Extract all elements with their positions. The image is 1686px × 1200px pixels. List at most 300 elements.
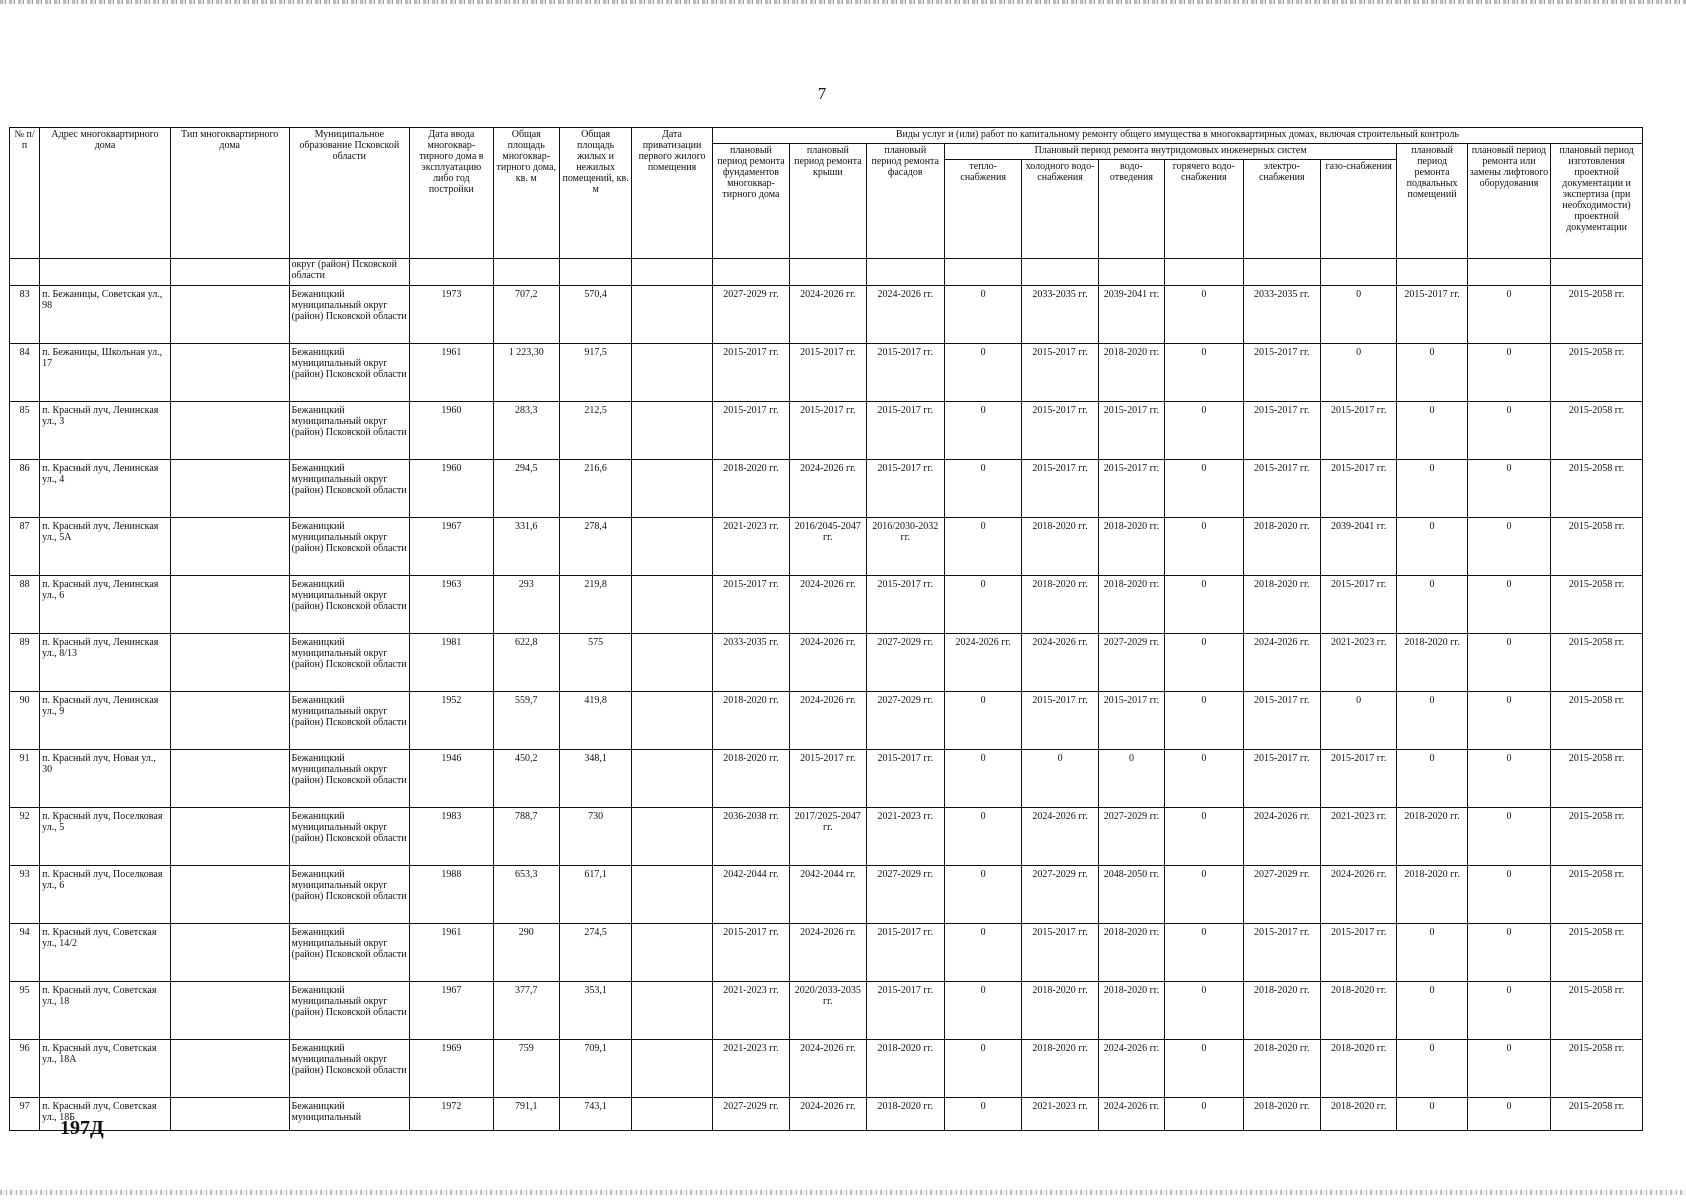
row-electric: 2018-2020 гг. [1243, 576, 1320, 634]
row-elevator: 0 [1467, 808, 1550, 866]
table-body [10, 259, 1643, 1131]
row-number: 93 [10, 866, 40, 924]
table-row [10, 924, 1643, 982]
row-living-area: 743,1 [559, 1098, 631, 1131]
row-municipality: Бежаницкий муниципальный округ (район) Псковской области [289, 866, 410, 924]
row-roof: 2020/2033-2035 гг. [790, 982, 866, 1040]
row-living-area: 570,4 [559, 286, 631, 344]
row-electric: 2018-2020 гг. [1243, 518, 1320, 576]
row-electric: 2024-2026 гг. [1243, 808, 1320, 866]
row-number: 84 [10, 344, 40, 402]
row-sewer: 2018-2020 гг. [1098, 344, 1164, 402]
row-heat: 0 [944, 402, 1021, 460]
row-elevator: 0 [1467, 1098, 1550, 1131]
row-year: 1969 [410, 1040, 493, 1098]
row-type [170, 1098, 289, 1131]
row-municipality: Бежаницкий муниципальный округ (район) Псковской области [289, 634, 410, 692]
header-num: № п/п [10, 128, 40, 259]
row-gas: 2018-2020 гг. [1320, 1040, 1396, 1098]
row-facade: 2015-2017 гг. [866, 576, 944, 634]
row-municipality: Бежаницкий муниципальный округ (район) Псковской области [289, 576, 410, 634]
row-hot-water: 0 [1165, 344, 1243, 402]
row-elevator: 0 [1467, 344, 1550, 402]
row-hot-water: 0 [1165, 808, 1243, 866]
row-elevator: 0 [1467, 576, 1550, 634]
table-row [10, 576, 1643, 634]
row-electric: 2015-2017 гг. [1243, 750, 1320, 808]
row-number: 95 [10, 982, 40, 1040]
row-facade: 2015-2017 гг. [866, 982, 944, 1040]
header-year: Дата ввода многоквар-тирного дома в эксплуатацию либо год постройки [410, 128, 493, 259]
table-row [10, 402, 1643, 460]
row-roof: 2017/2025-2047 гг. [790, 808, 866, 866]
row-heat: 0 [944, 286, 1021, 344]
row-address: п. Красный луч, Поселковая ул., 5 [40, 808, 171, 866]
table-row [10, 808, 1643, 866]
row-address: п. Красный луч, Ленинская ул., 9 [40, 692, 171, 750]
row-gas: 0 [1320, 692, 1396, 750]
row-gas: 2015-2017 гг. [1320, 576, 1396, 634]
row-heat: 0 [944, 750, 1021, 808]
row-total-area: 283,3 [493, 402, 559, 460]
row-privatization [632, 1040, 712, 1098]
row-gas: 2024-2026 гг. [1320, 866, 1396, 924]
row-privatization [632, 634, 712, 692]
row-total-area: 653,3 [493, 866, 559, 924]
row-facade: 2015-2017 гг. [866, 750, 944, 808]
row-heat: 0 [944, 1098, 1021, 1131]
row-address: п. Красный луч, Ленинская ул., 6 [40, 576, 171, 634]
row-total-area: 290 [493, 924, 559, 982]
row-total-area: 759 [493, 1040, 559, 1098]
row-facade: 2015-2017 гг. [866, 344, 944, 402]
row-heat: 0 [944, 1040, 1021, 1098]
row-municipality: Бежаницкий муниципальный округ (район) Псковской области [289, 286, 410, 344]
row-cold-water: 2024-2026 гг. [1022, 808, 1098, 866]
row-foundation: 2036-2038 гг. [712, 808, 789, 866]
row-hot-water: 0 [1165, 982, 1243, 1040]
row-sewer: 2018-2020 гг. [1098, 924, 1164, 982]
continuation-row [10, 259, 1643, 286]
table-row [10, 344, 1643, 402]
row-sewer: 2018-2020 гг. [1098, 576, 1164, 634]
row-cold-water: 2015-2017 гг. [1022, 344, 1098, 402]
row-total-area: 377,7 [493, 982, 559, 1040]
row-heat: 0 [944, 808, 1021, 866]
row-hot-water: 0 [1165, 286, 1243, 344]
row-number: 97 [10, 1098, 40, 1131]
row-facade: 2018-2020 гг. [866, 1098, 944, 1131]
row-elevator: 0 [1467, 634, 1550, 692]
row-basement: 0 [1397, 692, 1467, 750]
row-gas: 2015-2017 гг. [1320, 402, 1396, 460]
row-elevator: 0 [1467, 402, 1550, 460]
row-year: 1988 [410, 866, 493, 924]
row-hot-water: 0 [1165, 634, 1243, 692]
row-hot-water: 0 [1165, 692, 1243, 750]
row-foundation: 2027-2029 гг. [712, 286, 789, 344]
row-gas: 2021-2023 гг. [1320, 634, 1396, 692]
row-heat: 0 [944, 460, 1021, 518]
row-total-area: 294,5 [493, 460, 559, 518]
header-roof: плановый период ремонта крыши [790, 144, 866, 259]
row-roof: 2024-2026 гг. [790, 286, 866, 344]
row-municipality: Бежаницкий муниципальный округ (район) Псковской области [289, 982, 410, 1040]
table-row [10, 750, 1643, 808]
row-basement: 2018-2020 гг. [1397, 808, 1467, 866]
row-address: п. Бежаницы, Школьная ул., 17 [40, 344, 171, 402]
row-number: 83 [10, 286, 40, 344]
table-row [10, 518, 1643, 576]
row-type [170, 402, 289, 460]
row-gas: 2021-2023 гг. [1320, 808, 1396, 866]
row-address: п. Красный луч, Ленинская ул., 8/13 [40, 634, 171, 692]
table-row [10, 866, 1643, 924]
row-municipality: Бежаницкий муниципальный округ (район) Псковской области [289, 692, 410, 750]
header-facade: плановый период ремонта фасадов [866, 144, 944, 259]
row-municipality: Бежаницкий муниципальный округ (район) Псковской области [289, 924, 410, 982]
repair-schedule-table [9, 127, 1643, 1131]
header-sewer: водо-отведения [1098, 160, 1164, 259]
row-type [170, 924, 289, 982]
row-municipality: Бежаницкий муниципальный округ (район) Псковской области [289, 402, 410, 460]
row-design-docs: 2015-2058 гг. [1551, 924, 1643, 982]
row-hot-water: 0 [1165, 1098, 1243, 1131]
row-number: 89 [10, 634, 40, 692]
row-municipality: Бежаницкий муниципальный округ (район) Псковской области [289, 344, 410, 402]
row-elevator: 0 [1467, 286, 1550, 344]
row-elevator: 0 [1467, 460, 1550, 518]
header-living-area: Общая площадь жилых и нежилых помещений, кв. м [559, 128, 631, 259]
row-number: 90 [10, 692, 40, 750]
row-foundation: 2033-2035 гг. [712, 634, 789, 692]
row-address: п. Красный луч, Ленинская ул., 3 [40, 402, 171, 460]
row-basement: 0 [1397, 1040, 1467, 1098]
row-basement: 0 [1397, 750, 1467, 808]
row-foundation: 2015-2017 гг. [712, 576, 789, 634]
row-year: 1973 [410, 286, 493, 344]
row-electric: 2015-2017 гг. [1243, 402, 1320, 460]
row-cold-water: 2018-2020 гг. [1022, 982, 1098, 1040]
row-cold-water: 2024-2026 гг. [1022, 634, 1098, 692]
row-year: 1961 [410, 344, 493, 402]
row-privatization [632, 460, 712, 518]
row-elevator: 0 [1467, 750, 1550, 808]
row-heat: 2024-2026 гг. [944, 634, 1021, 692]
row-address: п. Красный луч, Новая ул., 30 [40, 750, 171, 808]
row-address: п. Красный луч, Ленинская ул., 5А [40, 518, 171, 576]
row-roof: 2024-2026 гг. [790, 460, 866, 518]
row-year: 1967 [410, 982, 493, 1040]
row-number: 86 [10, 460, 40, 518]
row-facade: 2027-2029 гг. [866, 866, 944, 924]
row-gas: 2039-2041 гг. [1320, 518, 1396, 576]
row-year: 1983 [410, 808, 493, 866]
row-privatization [632, 286, 712, 344]
row-hot-water: 0 [1165, 866, 1243, 924]
table-row [10, 286, 1643, 344]
row-roof: 2015-2017 гг. [790, 750, 866, 808]
row-roof: 2042-2044 гг. [790, 866, 866, 924]
row-address: п. Красный луч, Советская ул., 18 [40, 982, 171, 1040]
row-municipality: Бежаницкий муниципальный округ (район) Псковской области [289, 518, 410, 576]
row-privatization [632, 808, 712, 866]
row-sewer: 2027-2029 гг. [1098, 808, 1164, 866]
row-privatization [632, 692, 712, 750]
row-gas: 2015-2017 гг. [1320, 924, 1396, 982]
row-foundation: 2015-2017 гг. [712, 344, 789, 402]
row-living-area: 617,1 [559, 866, 631, 924]
row-total-area: 450,2 [493, 750, 559, 808]
row-design-docs: 2015-2058 гг. [1551, 692, 1643, 750]
row-gas: 2015-2017 гг. [1320, 460, 1396, 518]
row-basement: 0 [1397, 1098, 1467, 1131]
row-basement: 0 [1397, 924, 1467, 982]
row-year: 1961 [410, 924, 493, 982]
row-type [170, 460, 289, 518]
row-heat: 0 [944, 866, 1021, 924]
header-privatization: Дата приватизации первого жилого помещения [632, 128, 712, 259]
row-type [170, 808, 289, 866]
header-gas: газо-снабжения [1320, 160, 1396, 259]
row-privatization [632, 402, 712, 460]
row-facade: 2027-2029 гг. [866, 634, 944, 692]
header-heat: тепло-снабжения [944, 160, 1021, 259]
header-type: Тип многоквартирного дома [170, 128, 289, 259]
row-facade: 2027-2029 гг. [866, 692, 944, 750]
row-basement: 0 [1397, 982, 1467, 1040]
row-hot-water: 0 [1165, 402, 1243, 460]
row-sewer: 2015-2017 гг. [1098, 402, 1164, 460]
row-year: 1981 [410, 634, 493, 692]
row-foundation: 2021-2023 гг. [712, 1040, 789, 1098]
row-foundation: 2018-2020 гг. [712, 750, 789, 808]
row-year: 1952 [410, 692, 493, 750]
row-foundation: 2042-2044 гг. [712, 866, 789, 924]
row-cold-water: 2018-2020 гг. [1022, 1040, 1098, 1098]
row-roof: 2024-2026 гг. [790, 634, 866, 692]
row-elevator: 0 [1467, 866, 1550, 924]
row-type [170, 286, 289, 344]
row-type [170, 576, 289, 634]
row-address: п. Красный луч, Поселковая ул., 6 [40, 866, 171, 924]
table-row [10, 460, 1643, 518]
row-facade: 2024-2026 гг. [866, 286, 944, 344]
row-foundation: 2015-2017 гг. [712, 924, 789, 982]
row-number: 94 [10, 924, 40, 982]
row-living-area: 709,1 [559, 1040, 631, 1098]
row-roof: 2024-2026 гг. [790, 576, 866, 634]
table-row [10, 982, 1643, 1040]
row-year: 1960 [410, 460, 493, 518]
row-basement: 2018-2020 гг. [1397, 866, 1467, 924]
row-type [170, 982, 289, 1040]
row-roof: 2015-2017 гг. [790, 402, 866, 460]
row-basement: 2015-2017 гг. [1397, 286, 1467, 344]
row-hot-water: 0 [1165, 518, 1243, 576]
row-basement: 2018-2020 гг. [1397, 634, 1467, 692]
row-privatization [632, 750, 712, 808]
row-foundation: 2027-2029 гг. [712, 1098, 789, 1131]
row-gas: 0 [1320, 286, 1396, 344]
row-facade: 2015-2017 гг. [866, 460, 944, 518]
row-year: 1960 [410, 402, 493, 460]
header-engineering-group: Плановый период ремонта внутридомовых инженерных систем [944, 144, 1396, 160]
row-type [170, 692, 289, 750]
row-sewer: 2039-2041 гг. [1098, 286, 1164, 344]
row-design-docs: 2015-2058 гг. [1551, 982, 1643, 1040]
row-cold-water: 2015-2017 гг. [1022, 402, 1098, 460]
header-cold-water: холодного водо-снабжения [1022, 160, 1098, 259]
row-living-area: 730 [559, 808, 631, 866]
row-design-docs: 2015-2058 гг. [1551, 344, 1643, 402]
row-roof: 2016/2045-2047 гг. [790, 518, 866, 576]
row-cold-water: 2033-2035 гг. [1022, 286, 1098, 344]
table-row [10, 1040, 1643, 1098]
row-basement: 0 [1397, 344, 1467, 402]
row-municipality: Бежаницкий муниципальный округ (район) Псковской области [289, 460, 410, 518]
row-elevator: 0 [1467, 1040, 1550, 1098]
row-design-docs: 2015-2058 гг. [1551, 808, 1643, 866]
row-municipality: Бежаницкий муниципальный округ (район) Псковской области [289, 750, 410, 808]
header-design-docs: плановый период изготовления проектной документации и экспертиза (при необходимости) проектной документации [1551, 144, 1643, 259]
row-type [170, 866, 289, 924]
row-roof: 2024-2026 гг. [790, 692, 866, 750]
row-sewer: 0 [1098, 750, 1164, 808]
row-type [170, 750, 289, 808]
row-design-docs: 2015-2058 гг. [1551, 866, 1643, 924]
row-design-docs: 2015-2058 гг. [1551, 1040, 1643, 1098]
header-electric: электро-снабжения [1243, 160, 1320, 259]
row-facade: 2015-2017 гг. [866, 924, 944, 982]
document-code: 197Д [60, 1117, 104, 1139]
row-sewer: 2027-2029 гг. [1098, 634, 1164, 692]
row-living-area: 274,5 [559, 924, 631, 982]
row-total-area: 293 [493, 576, 559, 634]
row-heat: 0 [944, 982, 1021, 1040]
row-roof: 2015-2017 гг. [790, 344, 866, 402]
row-basement: 0 [1397, 402, 1467, 460]
row-electric: 2018-2020 гг. [1243, 982, 1320, 1040]
row-roof: 2024-2026 гг. [790, 1040, 866, 1098]
header-basement: плановый период ремонта подвальных помещений [1397, 144, 1467, 259]
row-electric: 2015-2017 гг. [1243, 692, 1320, 750]
row-design-docs: 2015-2058 гг. [1551, 286, 1643, 344]
row-sewer: 2018-2020 гг. [1098, 518, 1164, 576]
header-hot-water: горячего водо-снабжения [1165, 160, 1243, 259]
row-total-area: 622,8 [493, 634, 559, 692]
row-cold-water: 2015-2017 гг. [1022, 460, 1098, 518]
continuation-municipality: округ (район) Псковской области [289, 259, 410, 286]
row-heat: 0 [944, 924, 1021, 982]
row-design-docs: 2015-2058 гг. [1551, 460, 1643, 518]
row-cold-water: 2015-2017 гг. [1022, 692, 1098, 750]
row-cold-water: 2018-2020 гг. [1022, 576, 1098, 634]
row-basement: 0 [1397, 518, 1467, 576]
row-total-area: 791,1 [493, 1098, 559, 1131]
row-design-docs: 2015-2058 гг. [1551, 402, 1643, 460]
row-facade: 2015-2017 гг. [866, 402, 944, 460]
row-privatization [632, 576, 712, 634]
row-privatization [632, 344, 712, 402]
row-cold-water: 2021-2023 гг. [1022, 1098, 1098, 1131]
row-foundation: 2018-2020 гг. [712, 692, 789, 750]
row-privatization [632, 518, 712, 576]
row-foundation: 2015-2017 гг. [712, 402, 789, 460]
row-hot-water: 0 [1165, 750, 1243, 808]
row-living-area: 575 [559, 634, 631, 692]
row-year: 1946 [410, 750, 493, 808]
header-elevator: плановый период ремонта или замены лифтового оборудования [1467, 144, 1550, 259]
row-elevator: 0 [1467, 518, 1550, 576]
row-design-docs: 2015-2058 гг. [1551, 750, 1643, 808]
row-living-area: 419,8 [559, 692, 631, 750]
row-number: 91 [10, 750, 40, 808]
row-type [170, 1040, 289, 1098]
row-total-area: 788,7 [493, 808, 559, 866]
row-living-area: 278,4 [559, 518, 631, 576]
row-sewer: 2018-2020 гг. [1098, 982, 1164, 1040]
row-sewer: 2024-2026 гг. [1098, 1098, 1164, 1131]
row-electric: 2024-2026 гг. [1243, 634, 1320, 692]
row-year: 1963 [410, 576, 493, 634]
row-living-area: 219,8 [559, 576, 631, 634]
row-privatization [632, 982, 712, 1040]
row-type [170, 344, 289, 402]
row-heat: 0 [944, 576, 1021, 634]
row-electric: 2015-2017 гг. [1243, 460, 1320, 518]
row-roof: 2024-2026 гг. [790, 924, 866, 982]
row-municipality: Бежаницкий муниципальный [289, 1098, 410, 1131]
row-type [170, 518, 289, 576]
row-number: 92 [10, 808, 40, 866]
row-address: п. Бежаницы, Советская ул., 98 [40, 286, 171, 344]
row-hot-water: 0 [1165, 576, 1243, 634]
row-privatization [632, 924, 712, 982]
row-address: п. Красный луч, Советская ул., 14/2 [40, 924, 171, 982]
row-electric: 2015-2017 гг. [1243, 924, 1320, 982]
row-elevator: 0 [1467, 692, 1550, 750]
row-sewer: 2015-2017 гг. [1098, 692, 1164, 750]
row-address: п. Красный луч, Советская ул., 18Б [40, 1098, 171, 1131]
table-row [10, 692, 1643, 750]
row-cold-water: 2018-2020 гг. [1022, 518, 1098, 576]
row-design-docs: 2015-2058 гг. [1551, 634, 1643, 692]
row-year: 1972 [410, 1098, 493, 1131]
row-living-area: 216,6 [559, 460, 631, 518]
row-basement: 0 [1397, 460, 1467, 518]
table-row [10, 634, 1643, 692]
row-number: 85 [10, 402, 40, 460]
row-cold-water: 2015-2017 гг. [1022, 924, 1098, 982]
row-privatization [632, 866, 712, 924]
row-number: 96 [10, 1040, 40, 1098]
row-heat: 0 [944, 344, 1021, 402]
row-electric: 2018-2020 гг. [1243, 1040, 1320, 1098]
page-number: 7 [817, 84, 827, 103]
row-sewer: 2048-2050 гг. [1098, 866, 1164, 924]
row-sewer: 2024-2026 гг. [1098, 1040, 1164, 1098]
row-roof: 2024-2026 гг. [790, 1098, 866, 1131]
row-municipality: Бежаницкий муниципальный округ (район) Псковской области [289, 808, 410, 866]
row-heat: 0 [944, 692, 1021, 750]
row-design-docs: 2015-2058 гг. [1551, 518, 1643, 576]
row-total-area: 707,2 [493, 286, 559, 344]
row-living-area: 353,1 [559, 982, 631, 1040]
row-address: п. Красный луч, Ленинская ул., 4 [40, 460, 171, 518]
row-electric: 2033-2035 гг. [1243, 286, 1320, 344]
table-row [10, 1098, 1643, 1131]
